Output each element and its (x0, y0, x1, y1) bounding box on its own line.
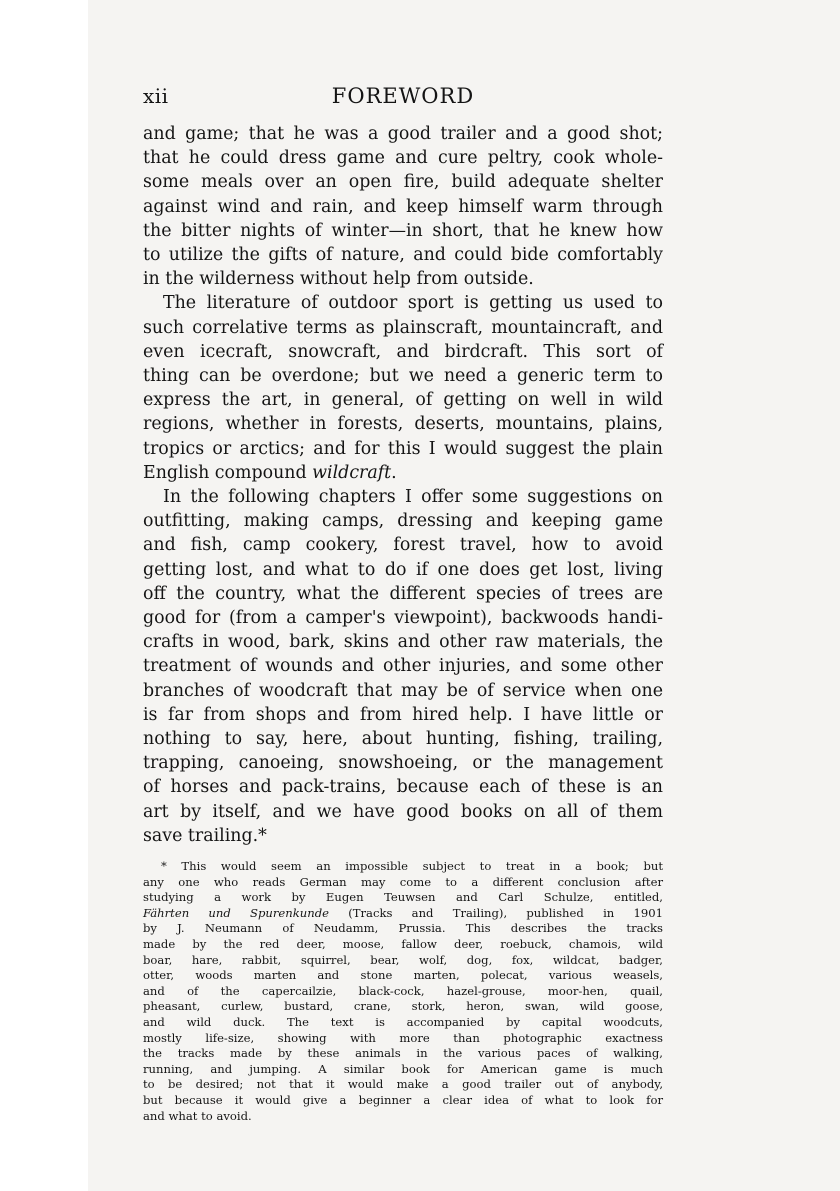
footnote-line: the tracks made by these animals in the various paces of walking, (143, 1046, 663, 1061)
text-line: save trailing.* (143, 825, 267, 846)
text-line: tropics or arctics; and for this I would suggest the plain (143, 438, 663, 459)
text-line: express the art, in general, of getting on well in wild (143, 390, 663, 411)
running-head: FOREWORD (331, 84, 475, 108)
footnote-line: running, and jumping. A similar book for American game is much (143, 1061, 663, 1076)
text-line: getting lost, and what to do if one does get lost, living (143, 559, 663, 580)
text-line: treatment of wounds and other injuries, and some other (143, 656, 663, 677)
text-segment: English compound (143, 462, 313, 483)
text-line: trapping, canoeing, snowshoeing, or the management (143, 753, 663, 774)
footnote-line: and wild duck. The text is accompanied by capital woodcuts, (143, 1014, 663, 1029)
text-line: to utilize the gifts of nature, and could bide comfortably (143, 245, 663, 266)
text-line: nothing to say, here, about hunting, fishing, trailing, (143, 729, 663, 750)
text-line: regions, whether in forests, deserts, mountains, plains, (143, 414, 663, 435)
text-line: and fish, camp cookery, forest travel, how to avoid (143, 535, 663, 556)
footnote-line: by J. Neumann of Neudamm, Prussia. This describes the tracks (143, 921, 663, 936)
text-line: the bitter nights of winter—in short, that he knew how (143, 220, 663, 241)
footnote-line: boar, hare, rabbit, squirrel, bear, wolf, dog, fox, wildcat, badger, (143, 952, 663, 967)
paragraph-2 (143, 291, 663, 485)
footnote-line: mostly life-size, showing with more than photographic exactness (143, 1030, 663, 1045)
footnote (143, 859, 663, 1124)
footnote-line: made by the red deer, moose, fallow deer, roebuck, chamois, wild (143, 936, 663, 951)
footnote-line: to be desired; not that it would make a good trailer out of anybody, (143, 1077, 663, 1092)
footnote-line: and of the capercailzie, black-cock, hazel-grouse, moor-hen, quail, (143, 983, 663, 998)
text-line: in the wilderness without help from outside. (143, 269, 534, 290)
body-text (143, 122, 663, 848)
footnote-line: * This would seem an impossible subject to treat in a book; but (161, 859, 663, 873)
text-line (143, 461, 663, 485)
text-line: In the following chapters I offer some suggestions on (163, 487, 663, 508)
footnote-line: any one who reads German may come to a different conclusion after (143, 874, 663, 889)
text-line: outfitting, making camps, dressing and keeping game (143, 511, 663, 532)
footnote-line: and what to avoid. (143, 1108, 252, 1123)
page-header (143, 84, 663, 112)
text-line: crafts in wood, bark, skins and other raw materials, the (143, 632, 663, 653)
italic-title: Fährten und Spurenkunde (143, 905, 329, 920)
text-line: some meals over an open fire, build adequate shelter (143, 172, 663, 193)
footnote-line: studying a work by Eugen Teuwsen and Carl Schulze, entitled, (143, 890, 663, 905)
text-line: branches of woodcraft that may be of service when one (143, 680, 663, 701)
text-line: is far from shops and from hired help. I have little or (143, 704, 663, 725)
page-number: xii (143, 84, 169, 108)
footnote-line: pheasant, curlew, bustard, crane, stork, heron, swan, wild goose, (143, 999, 663, 1014)
text-line: that he could dress game and cure peltry, cook whole- (143, 148, 663, 169)
text-segment: . (391, 462, 397, 483)
text-line: good for (from a camper's viewpoint), backwoods handi- (143, 608, 663, 629)
italic-term: wildcraft (312, 462, 392, 483)
text-line: art by itself, and we have good books on all of them (143, 801, 663, 822)
text-line: against wind and rain, and keep himself warm through (143, 196, 663, 217)
paragraph-1 (143, 122, 663, 291)
text-line: such correlative terms as plainscraft, mountaincraft, and (143, 317, 663, 338)
text-line: off the country, what the different species of trees are (143, 583, 663, 604)
text-line: of horses and pack-trains, because each of these is an (143, 777, 663, 798)
text-line: even icecraft, snowcraft, and birdcraft. This sort of (143, 341, 663, 362)
text-line: The literature of outdoor sport is getting us used to (163, 293, 663, 314)
text-line: and game; that he was a good trailer and a good shot; (143, 124, 663, 144)
footnote-line: otter, woods marten and stone marten, polecat, various weasels, (143, 968, 663, 983)
footnote-line (143, 906, 663, 922)
paragraph-3 (143, 485, 663, 848)
text-segment: (Tracks and Trailing), published in 1901 (328, 905, 663, 920)
footnote-line: but because it would give a beginner a clear idea of what to look for (143, 1092, 663, 1107)
text-line: thing can be overdone; but we need a generic term to (143, 366, 663, 387)
